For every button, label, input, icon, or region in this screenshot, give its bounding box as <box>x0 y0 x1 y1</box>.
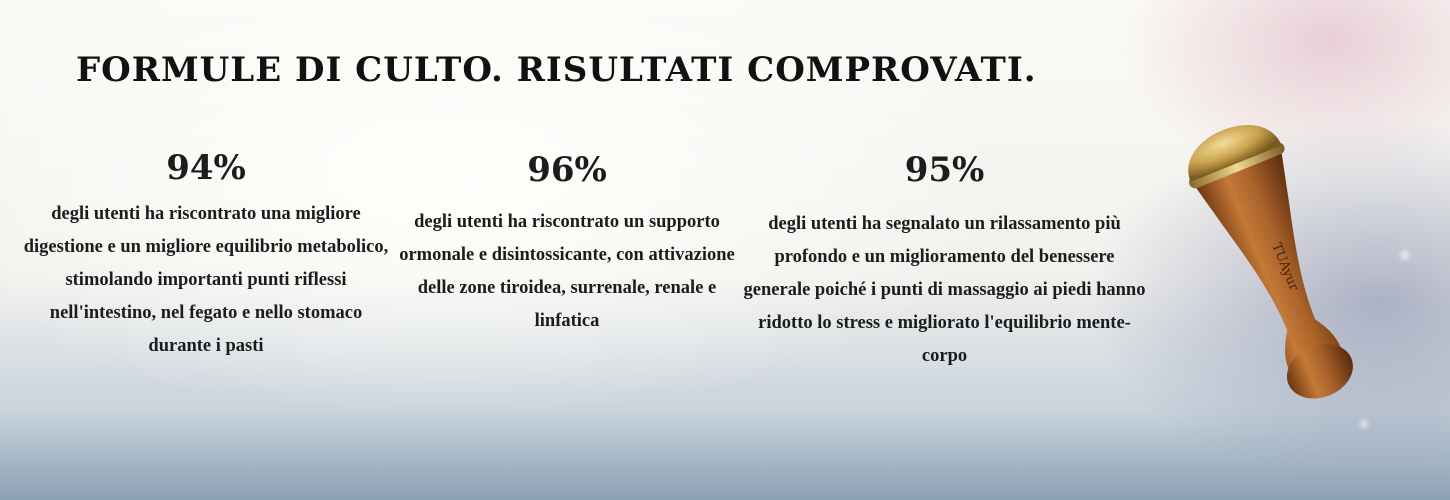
stat-block <box>22 148 390 363</box>
bokeh-light <box>1360 420 1368 428</box>
stat-percent: 94% <box>166 148 246 188</box>
stat-description: degli utenti ha segnalato un rilassamento più profondo e un miglioramento del benessere generale poiché i punti di massaggio ai piedi hanno ridotto lo stress e migliorato l'equilibrio mente-corpo <box>743 214 1146 366</box>
stat-percent: 96% <box>527 150 607 190</box>
stat-block <box>742 150 1147 373</box>
engraving-text: TUAyur <box>1268 240 1302 293</box>
bokeh-light <box>1400 250 1410 260</box>
stat-block <box>397 150 737 338</box>
massage-tool-image <box>1150 100 1400 420</box>
page-title: FORMULE DI CULTO. RISULTATI COMPROVATI. <box>76 50 1037 90</box>
stat-description: degli utenti ha riscontrato una migliore digestione e un migliore equilibrio metabolico, stimolando importanti punti riflessi nell'intestino, nel fegato e nello stomaco durante i pasti <box>23 204 389 356</box>
stat-description: degli utenti ha riscontrato un supporto ormonale e disintossicante, con attivazione delle zone tiroidea, surrenale, renale e linfatica <box>399 212 735 331</box>
stat-percent: 95% <box>904 150 985 190</box>
